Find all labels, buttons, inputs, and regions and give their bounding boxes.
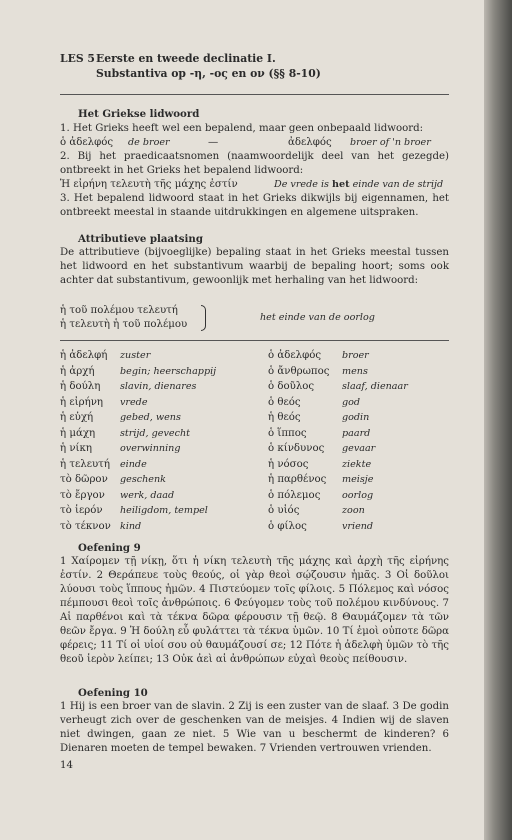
top-divider (60, 94, 449, 95)
vocab-meaning: werk, daad (120, 489, 175, 501)
vocab-greek: τὸ δῶρον (60, 474, 108, 485)
vocab-greek: τὸ ἱερόν (60, 505, 103, 516)
vocab-greek: ἡ νίκη (60, 443, 93, 454)
vocab-greek: ἡ εἰρήνη (60, 396, 104, 408)
page-number: 14 (60, 760, 73, 771)
vocab-meaning: strijd, gevecht (120, 427, 190, 439)
exercise-10-text: 1 Hij is een broer van de slavin. 2 Zij is een zuster van de slaaf. 3 De godin verheugt zich over de geschenken van de meisjes. 4 Indien wij de slaven niet dwingen, gaan ze niet. 5 Wie van u beschermt de kinderen? 6 Dienaren moeten de tempel bewaken. 7 Vrienden vertrouwen vrienden. (60, 701, 449, 754)
vocab-greek: ὁ θεός (268, 396, 301, 408)
vocab-left-column (60, 349, 250, 539)
vocab-greek: ὁ ἵππος (268, 427, 307, 439)
vocab-meaning: slaaf, dienaar (342, 381, 408, 392)
vocab-meaning: slavin, dienares (120, 381, 197, 392)
vocab-meaning: gebed, wens (120, 412, 181, 423)
vocab-greek: ὁ φίλος (268, 520, 307, 532)
vocab-meaning: kind (120, 520, 142, 532)
vocab-greek: τὸ τέκνον (60, 520, 111, 532)
vocab-divider (60, 340, 449, 341)
article-point-2: 2. Bij het praedicaatsnomen (naamwoordelijk deel van het gezegde) ontbreekt in het Grieks het bepalend lidwoord: (60, 151, 449, 176)
vocab-greek: ὁ πόλεμος (268, 489, 321, 501)
vocab-greek: ὁ κίνδυνος (268, 443, 325, 454)
vocab-meaning: godin (342, 412, 370, 423)
example-translation: broer of 'n broer (350, 137, 431, 148)
vocab-greek: ὁ υἱός (268, 505, 300, 516)
attributive-paragraph: De attributieve (bijvoeglijke) bepaling staat in het Grieks meestal tussen het lidwoord en het substantivum waarbij de bepaling hoort; soms ook achter dat substantivum, gewoonlijk met herhaling van het lidwoord: (60, 247, 449, 286)
vocab-right-column (268, 349, 458, 539)
vocab-meaning: oorlog (342, 489, 374, 501)
example-greek: Ἡ εἰρήνη τελευτὴ τῆς μάχης ἐστίν (60, 179, 238, 190)
vocab-meaning: einde (120, 458, 147, 470)
lesson-subtitle: Substantiva op -η, -ος en ον (§§ 8-10) (96, 67, 321, 80)
vocab-meaning: gevaar (342, 443, 376, 454)
vocab-greek: ὁ ἀδελφός (268, 350, 322, 361)
vocab-meaning: meisje (342, 474, 374, 485)
vocab-meaning: ziekte (342, 458, 372, 470)
lesson-title: Eerste en tweede declinatie I. (96, 52, 276, 65)
article-point-3: 3. Het bepalend lidwoord staat in het Grieks dikwijls bij eigennamen, het ontbreekt meestal in staande uitdrukkingen en algemene uitspraken. (60, 193, 449, 218)
vocab-meaning: heiligdom, tempel (120, 505, 208, 516)
vocab-greek: ἡ ἀρχή (60, 365, 95, 377)
vocab-meaning: vrede (120, 396, 148, 408)
vocab-greek: ἡ νόσος (268, 458, 309, 470)
example-greek: ὁ ἀδελφός (60, 137, 114, 148)
vocab-meaning: geschenk (120, 474, 166, 485)
example-translation: De vrede is het einde van de strijd (274, 179, 444, 190)
example-dash: — (208, 137, 219, 148)
example-translation: de broer (128, 137, 170, 148)
article-example-2 (60, 178, 444, 192)
attributive-example-1: ἡ τοῦ πολέμου τελευτή (60, 305, 178, 316)
exercise-10-heading: Oefening 10 (78, 687, 148, 699)
example-brace (201, 305, 206, 331)
vocab-meaning: mens (342, 365, 368, 377)
vocab-greek: ἡ ἀδελφή (60, 350, 108, 361)
article-point-1: 1. Het Grieks heeft wel een bepalend, maar geen onbepaald lidwoord: (60, 123, 424, 134)
vocab-meaning: zoon (342, 505, 365, 516)
vocab-meaning: zuster (120, 350, 151, 361)
vocab-meaning: overwinning (120, 443, 181, 454)
vocab-greek: ἡ θεός (268, 412, 301, 423)
exercise-9-heading: Oefening 9 (78, 542, 141, 554)
example-greek: ἀδελφός (288, 137, 332, 148)
vocab-greek: ἡ παρθένος (268, 474, 327, 485)
vocab-greek: ὁ ἄνθρωπος (268, 365, 330, 377)
vocab-greek: ἡ εὐχή (60, 412, 94, 423)
lesson-number: LES 5 (60, 52, 95, 65)
vocab-greek: τὸ ἔργον (60, 489, 105, 501)
attributive-heading: Attributieve plaatsing (78, 233, 203, 245)
vocab-greek: ὁ δοῦλος (268, 381, 315, 392)
vocab-meaning: god (342, 396, 361, 408)
article-example-1 (60, 136, 431, 150)
vocab-greek: ἡ μάχη (60, 427, 96, 439)
article-heading: Het Griekse lidwoord (78, 108, 200, 120)
attributive-example-2: ἡ τελευτὴ ἡ τοῦ πολέμου (60, 319, 188, 330)
vocab-meaning: vriend (342, 520, 374, 532)
vocab-greek: ἡ δούλη (60, 381, 101, 392)
vocab-greek: ἡ τελευτή (60, 458, 110, 470)
exercise-9-text: 1 Χαίρομεν τῇ νίκῃ, ὅτι ἡ νίκη τελευτὴ τῆς μάχης καὶ ἀρχὴ τῆς εἰρήνης ἐστίν. 2 Θεράπευε τοὺς θεούς, οἱ γὰρ θεοὶ σῴζουσιν ἡμᾶς. 3 Οἱ δοῦλοι λύουσι τοὺς ἵππους ἡμῶν. 4 Πιστεύομεν τοῖς φίλοις. 5 Πόλεμος καὶ νόσος πέμπουσι θεοὶ τοῖς ἀνθρώποις. 6 Φεύγομεν τοὺς τοῦ πολέμου κινδύνους. 7 Αἱ παρθένοι καὶ τὰ τέκνα δῶρα φέρουσιν τῇ θεῷ. 8 Θαυμάζομεν τὰ τῶν θεῶν ἔργα. 9 Ἡ δούλη εὖ φυλάττει τὰ τέκνα ὑμῶν. 10 Τί ἐμοὶ οὐποτε δῶρα φέρεις; 11 Τί οἱ υἱοί σου οὐ θαυμάζουσί σε; 12 Πότε ἡ ἀδελφὴ ὑμῶν τὸ τῆς θεοῦ ἱερὸν λείπει; 13 Οὐκ ἀεὶ αἱ ἀνθρώπων εὐχαὶ θεοὺς πείθουσιν. (60, 556, 449, 665)
vocab-meaning: broer (342, 350, 369, 361)
vocab-meaning: begin; heerschappij (120, 365, 217, 377)
vocab-meaning: paard (342, 427, 371, 439)
book-spine-shadow (484, 0, 512, 840)
attributive-translation: het einde van de oorlog (260, 312, 375, 323)
